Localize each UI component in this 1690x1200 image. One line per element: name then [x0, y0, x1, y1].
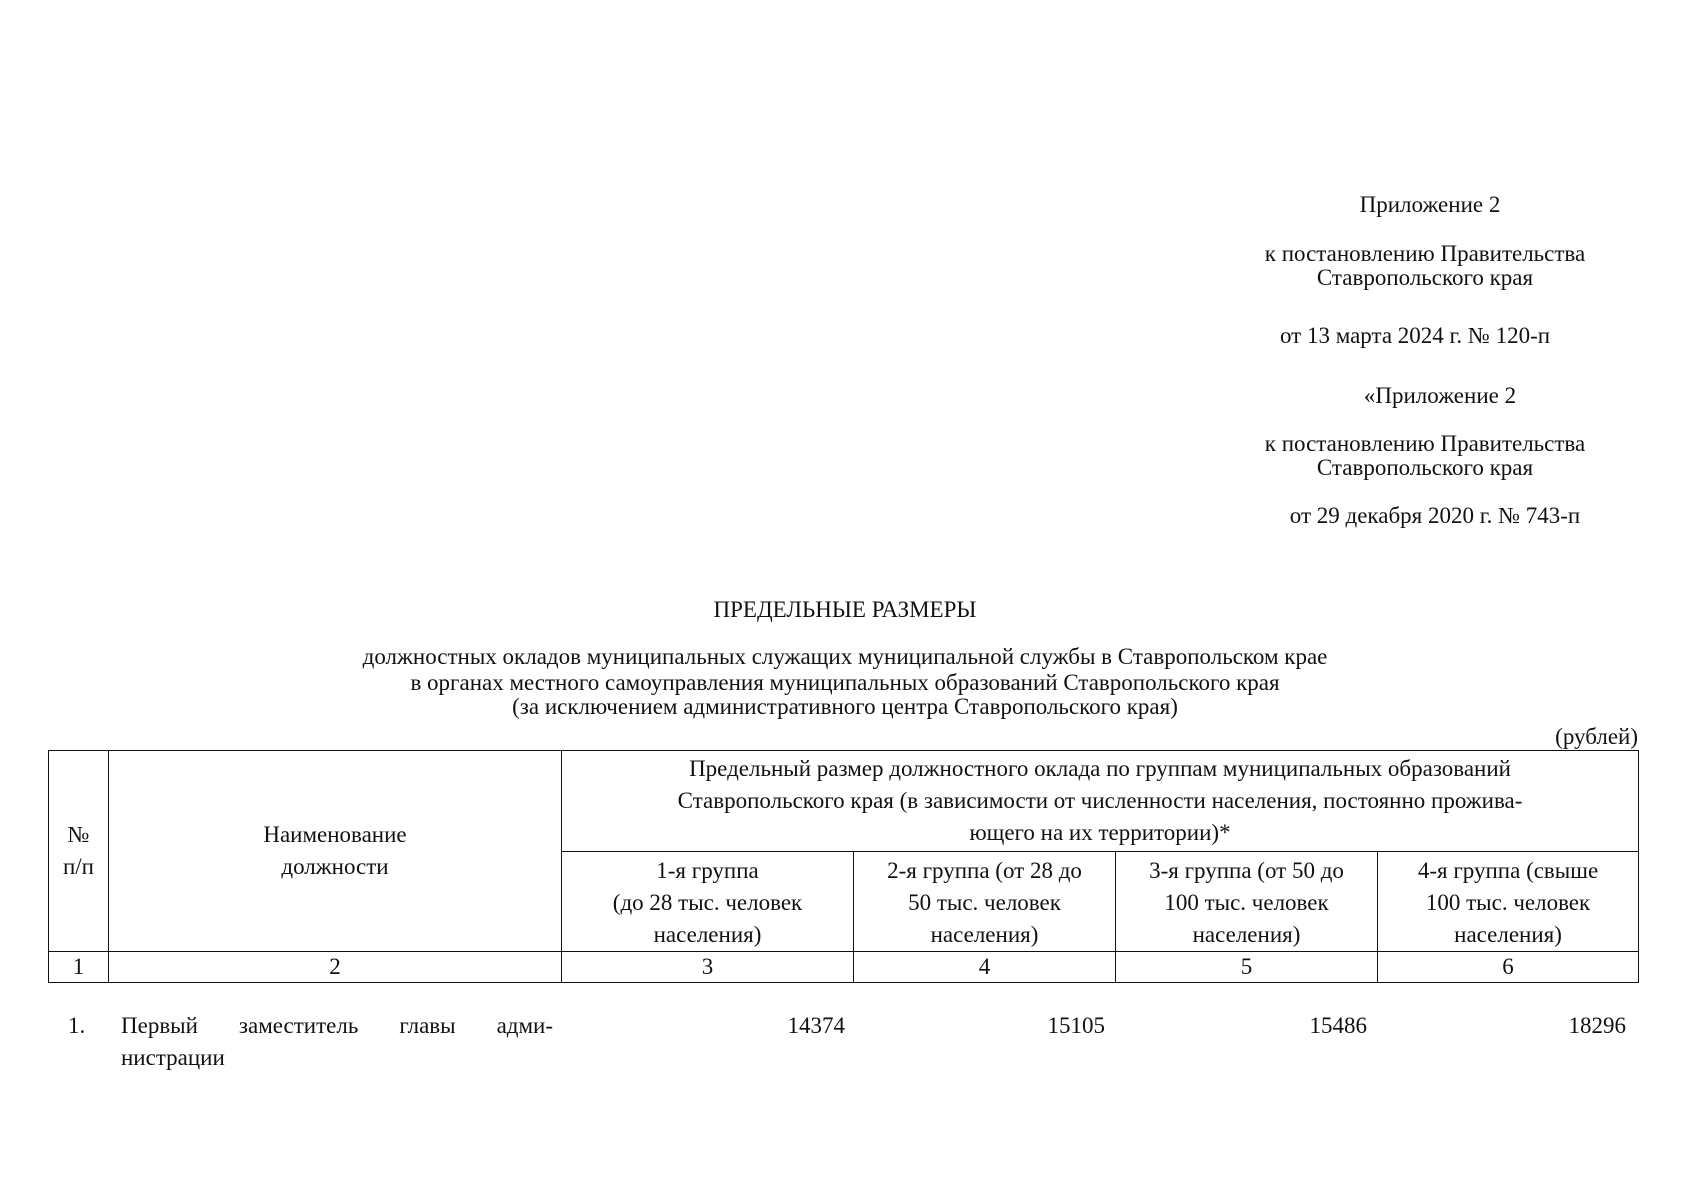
column-numbers-row — [49, 952, 1639, 983]
salary-table — [48, 750, 1639, 983]
column-number: 1 — [49, 952, 109, 983]
col-number-header: № п/п — [49, 751, 109, 952]
row-position-name-line-2: нистрации — [121, 1045, 225, 1070]
column-number: 5 — [1116, 952, 1378, 983]
resolution-label: к постановлению Правительства — [1264, 241, 1586, 266]
group-header: Предельный размер должностного оклада по группам муниципальных образований Ставропольского края (в зависимости от численности населения, постоянно прожива- ющего на их территории)* — [562, 751, 1639, 852]
column-number: 3 — [562, 952, 854, 983]
appendix-label: Приложение 2 — [1359, 192, 1501, 217]
group-3-header: 3-я группа (от 50 до 100 тыс. человек населения) — [1116, 852, 1378, 952]
quoted-appendix-label: «Приложение 2 — [1363, 383, 1517, 408]
document-title: ПРЕДЕЛЬНЫЕ РАЗМЕРЫ — [713, 597, 977, 622]
row-value-group-1: 14374 — [787, 1013, 845, 1038]
column-number: 6 — [1378, 952, 1639, 983]
unit-label: (рублей) — [1555, 724, 1638, 749]
subtitle-line-3: (за исключением административного центра Ставропольского края) — [512, 694, 1178, 719]
column-number: 2 — [109, 952, 562, 983]
row-number: 1. — [68, 1013, 86, 1038]
resolution-date-number: от 13 марта 2024 г. № 120-п — [1279, 323, 1551, 348]
row-value-group-4: 18296 — [1568, 1013, 1626, 1038]
region-label: Ставропольского края — [1316, 265, 1534, 290]
subtitle-line-2: в органах местного самоуправления муниципальных образований Ставропольского края — [410, 670, 1280, 695]
subtitle-line-1: должностных окладов муниципальных служащих муниципальной службы в Ставропольском крае — [362, 644, 1328, 669]
resolution-date-number-2: от 29 декабря 2020 г. № 743-п — [1289, 503, 1581, 528]
row-value-group-2: 15105 — [1047, 1013, 1105, 1038]
group-2-header: 2-я группа (от 28 до 50 тыс. человек населения) — [854, 852, 1116, 952]
column-number: 4 — [854, 952, 1116, 983]
region-label-2: Ставропольского края — [1316, 455, 1534, 480]
col-position-header: Наименование должности — [109, 751, 562, 952]
resolution-label-2: к постановлению Правительства — [1264, 431, 1586, 456]
row-value-group-3: 15486 — [1309, 1013, 1367, 1038]
row-position-name-line-1: Первый заместитель главы адми- — [121, 1013, 553, 1038]
group-1-header: 1-я группа (до 28 тыс. человек населения) — [562, 852, 854, 952]
group-4-header: 4-я группа (свыше 100 тыс. человек населения) — [1378, 852, 1639, 952]
